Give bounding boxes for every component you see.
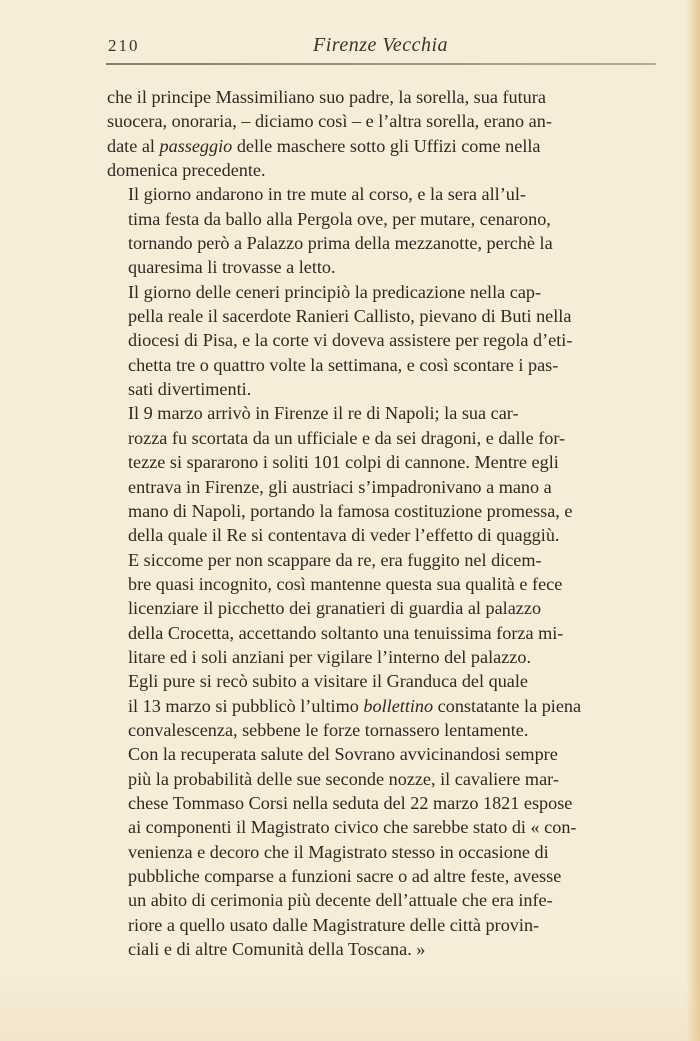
text-line bbox=[107, 694, 654, 718]
paragraph-3 bbox=[107, 280, 654, 402]
text-line: diocesi di Pisa, e la corte vi doveva assistere per regola d’eti- bbox=[128, 330, 573, 351]
page-edge-shadow bbox=[686, 0, 700, 1041]
page-number: 210 bbox=[108, 36, 140, 55]
text-line: pubbliche comparse a funzioni sacre o ad altre feste, avesse bbox=[128, 866, 562, 886]
paragraph-4 bbox=[107, 401, 654, 547]
text-line: pella reale il sacerdote Ranieri Callisto, pievano di Buti nella bbox=[128, 306, 572, 327]
italic-term-bollettino: bollettino bbox=[363, 695, 434, 716]
text-line: bre quasi incognito, così mantenne questa sua qualità e fece bbox=[128, 573, 563, 594]
text-line: suocera, onoraria, – diciamo così – e l’altra sorella, erano an- bbox=[107, 111, 552, 132]
text-line: tima festa da ballo alla Pergola ove, per mutare, cenarono, bbox=[128, 208, 551, 229]
text-line: chetta tre o quattro volte la settimana, e così scontare i pas- bbox=[128, 354, 559, 375]
text-line: entrava in Firenze, gli austriaci s’impadronivano a mano a bbox=[128, 476, 552, 497]
body-text bbox=[107, 85, 654, 961]
text-run: delle maschere sotto gli Uffizi come nella bbox=[232, 135, 541, 156]
text-line: della Crocetta, accettando soltanto una tenuissima forza mi- bbox=[128, 622, 564, 643]
text-line: Il giorno andarono in tre mute al corso, e la sera all’ul- bbox=[128, 184, 526, 205]
paragraph-5 bbox=[107, 548, 654, 670]
text-line bbox=[107, 134, 654, 158]
text-line: mano di Napoli, portando la famosa costituzione promessa, e bbox=[128, 500, 573, 521]
text-line: quaresima li trovasse a letto. bbox=[128, 257, 336, 278]
text-run: constatante la piena bbox=[433, 695, 582, 716]
text-line: rozza fu scortata da un ufficiale e da sei dragoni, e dalle for- bbox=[128, 427, 566, 448]
text-line: Il 9 marzo arrivò in Firenze il re di Napoli; la sua car- bbox=[128, 403, 519, 424]
text-line: tornando però a Palazzo prima della mezzanotte, perchè la bbox=[128, 233, 553, 254]
running-title: Firenze Vecchia bbox=[313, 34, 449, 56]
page-header bbox=[108, 34, 654, 62]
text-line: sati divertimenti. bbox=[128, 379, 252, 400]
text-line: che il principe Massimiliano suo padre, la sorella, sua futura bbox=[107, 87, 546, 107]
text-line: più la probabilità delle sue seconde nozze, il cavaliere mar- bbox=[128, 768, 559, 789]
text-run: il 13 marzo si pubblicò l’ultimo bbox=[128, 695, 364, 716]
text-line: ai componenti il Magistrato civico che sarebbe stato di « con- bbox=[128, 817, 577, 838]
text-line: chese Tommaso Corsi nella seduta del 22 marzo 1821 espose bbox=[128, 792, 573, 813]
text-line: ciali e di altre Comunità della Toscana. » bbox=[128, 939, 426, 960]
text-line: un abito di cerimonia più decente dell’attuale che era infe- bbox=[128, 890, 553, 911]
text-line: della quale il Re si contentava di veder l’effetto di quaggiù. bbox=[128, 525, 560, 546]
text-line: E siccome per non scappare da re, era fuggito nel dicem- bbox=[128, 549, 542, 570]
text-line: tezze si spararono i soliti 101 colpi di cannone. Mentre egli bbox=[128, 452, 559, 473]
text-line: domenica precedente. bbox=[107, 160, 266, 181]
text-line: litare ed i soli anziani per vigilare l’interno del palazzo. bbox=[128, 646, 531, 667]
page-bottom-tint bbox=[0, 981, 700, 1041]
paragraph-2 bbox=[107, 182, 654, 279]
paragraph-1 bbox=[107, 85, 654, 182]
header-rule bbox=[106, 63, 656, 65]
text-line: Il giorno delle ceneri principiò la predicazione nella cap- bbox=[128, 281, 542, 302]
paragraph-6 bbox=[107, 669, 654, 742]
text-line: convalescenza, sebbene le forze tornassero lentamente. bbox=[128, 719, 529, 740]
paragraph-7 bbox=[107, 742, 654, 961]
text-line: licenziare il picchetto dei granatieri di guardia al palazzo bbox=[128, 598, 542, 619]
text-line: Egli pure si recò subito a visitare il Granduca del quale bbox=[128, 671, 528, 692]
text-line: Con la recuperata salute del Sovrano avvicinandosi sempre bbox=[128, 744, 558, 765]
text-line: riore a quello usato dalle Magistrature delle città provin- bbox=[128, 914, 540, 935]
italic-term-passeggio: passeggio bbox=[159, 135, 233, 156]
text-run: date al bbox=[107, 135, 160, 156]
text-line: venienza e decoro che il Magistrato stesso in occasione di bbox=[128, 841, 549, 862]
